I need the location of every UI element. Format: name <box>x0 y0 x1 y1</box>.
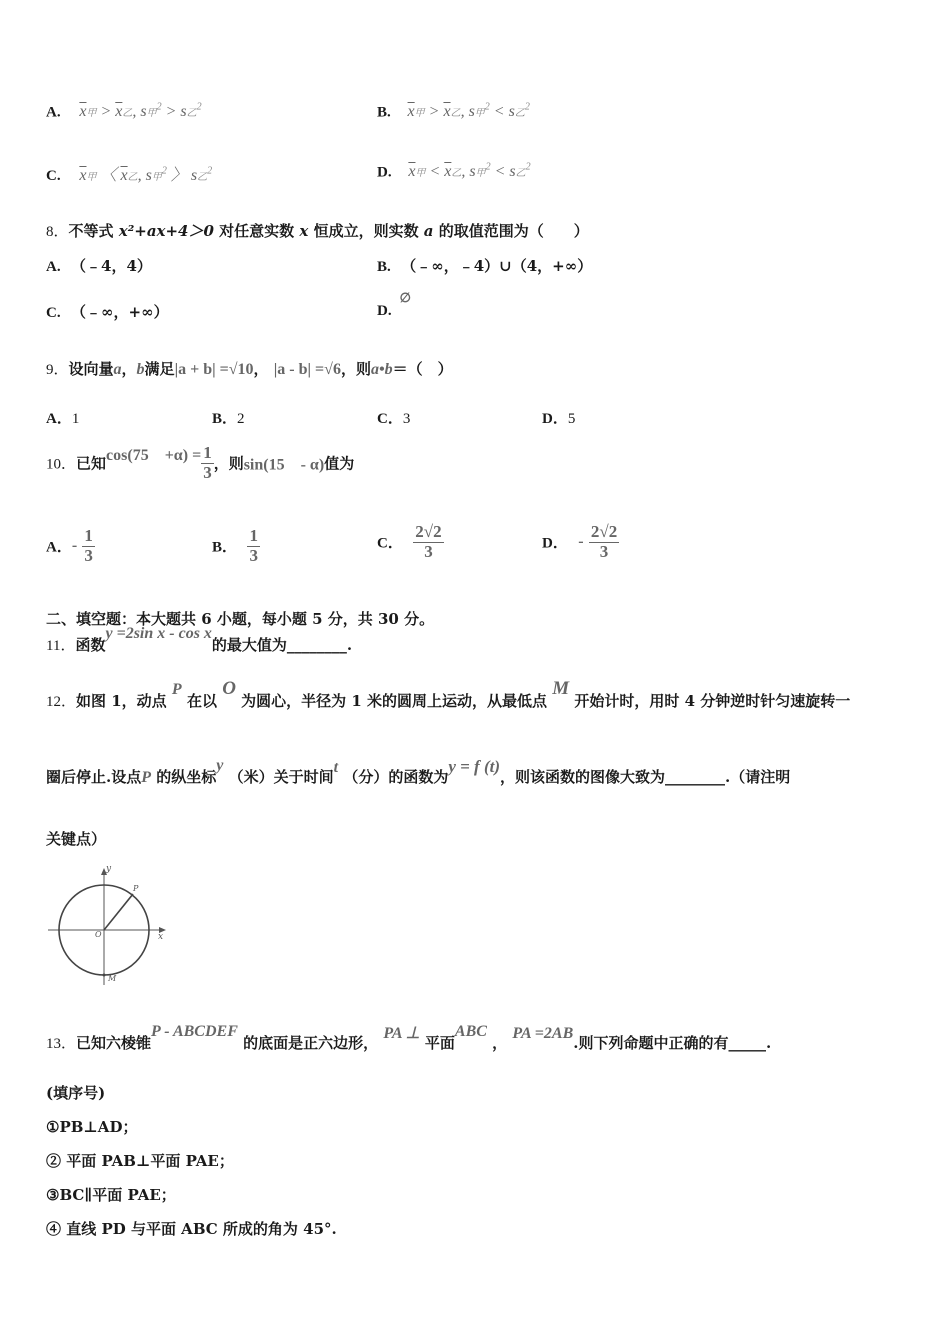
q9-stem: 9．设向量a，b满足|a + b| =√10， |a - b| =√6，则a•b＝（ ） <box>46 360 453 378</box>
q13-proposition-1: ①PB⊥AD； <box>46 1118 138 1136</box>
fig-label-m: M <box>108 974 117 983</box>
q7-a-label: A. <box>46 104 61 121</box>
q9-option-c[interactable]: C．3 <box>377 411 411 427</box>
q12-stem-line3: 关键点） <box>46 830 107 848</box>
q7-d-expr: $\overline{x}$甲 < $\overline{x}$乙, s甲$^2$ < s乙$^2$ <box>408 162 531 181</box>
q7-c-label: C. <box>46 168 61 184</box>
q7-c-expr: $\overline{x}$甲 〈 $\overline{x}$乙, s甲$^2$ 〉 s乙$^2$ <box>79 165 213 184</box>
q9-option-b[interactable]: B．2 <box>212 411 245 427</box>
fig-label-y: y <box>106 864 112 874</box>
q7-option-c[interactable] <box>46 162 212 185</box>
q7-option-d[interactable] <box>377 162 531 181</box>
q8-stem: 8．不等式 x²+ax+4＞0 对任意实数 x 恒成立，则实数 a 的取值范围为（ ） <box>46 222 589 240</box>
fig-label-o: O <box>95 930 102 939</box>
q13-proposition-3: ③BC∥平面 PAE； <box>46 1186 176 1204</box>
q7-b-expr: $\overline{x}$甲 > $\overline{x}$乙, s甲$^2$ < s乙$^2$ <box>407 102 530 121</box>
q10-option-d[interactable]: D． - $\frac{2√2}{3}$ <box>542 522 618 561</box>
q8-option-a[interactable]: A. （﹣4，4） <box>46 257 152 275</box>
q12-figure-circle <box>44 858 184 988</box>
fig-label-x: x <box>158 932 164 942</box>
q10-frac: $\frac{1}{3}$ <box>203 443 212 482</box>
q12-stem-line2: 圈后停止.设点P 的纵坐标y （米）关于时间t （分）的函数为y = f (t)，则该函数的图像大致为________.（请注明 <box>46 757 791 786</box>
q7-option-b[interactable] <box>377 102 530 121</box>
q13-proposition-4: ④ 直线 PD 与平面 ABC 所成的角为 45°. <box>46 1220 337 1238</box>
q7-b-label: B. <box>377 104 391 121</box>
q8-option-c[interactable]: C. （﹣∞，+∞） <box>46 303 169 321</box>
point-m <box>103 974 106 977</box>
q8-option-b[interactable]: B. （﹣∞，﹣4）∪（4，+∞） <box>377 257 593 275</box>
q13-stem: 13．已知六棱锥P - ABCDEF 的底面是正六边形， PA ⊥ 平面ABC ， PA =2AB.则下列命题中正确的有_____. <box>46 1023 772 1052</box>
q7-option-a[interactable] <box>46 102 202 121</box>
q12-stem-line1: 12．如图 1，动点 P 在以 O 为圆心，半径为 1 米的圆周上运动，从最低点 M 开始计时，用时 4 分钟逆时针匀速旋转一 <box>46 678 851 710</box>
q13-fill-hint: (填序号) <box>46 1084 106 1102</box>
q10-stem: 10．已知cos(75 +α) = $\frac{1}{3}$ ，则sin(15 - α)值为 <box>46 443 355 482</box>
q10-option-c[interactable]: C． $\frac{2√2}{3}$ <box>377 522 442 561</box>
q9-option-d[interactable]: D．5 <box>542 411 576 427</box>
q10-option-b[interactable]: B． $\frac{1}{3}$ <box>212 526 258 565</box>
q10-option-a[interactable]: A．- $\frac{1}{3}$ <box>46 526 93 565</box>
section-2-heading: 二、填空题：本大题共 6 小题，每小题 5 分，共 30 分。 <box>46 610 435 628</box>
q7-d-label: D. <box>377 164 392 181</box>
fig-label-p: P <box>133 884 139 893</box>
q13-proposition-2: ② 平面 PAB⊥平面 PAE； <box>46 1152 234 1170</box>
q8-option-d[interactable]: D.∅ <box>377 290 411 319</box>
radius-op <box>104 894 133 930</box>
q11-stem: 11．函数y =2sin x - cos x的最大值为________. <box>46 625 353 654</box>
q9-option-a[interactable]: A．1 <box>46 411 80 427</box>
q7-a-expr: $\overline{x}$甲 > $\overline{x}$乙, s甲$^2$ > s乙$^2$ <box>79 102 202 121</box>
